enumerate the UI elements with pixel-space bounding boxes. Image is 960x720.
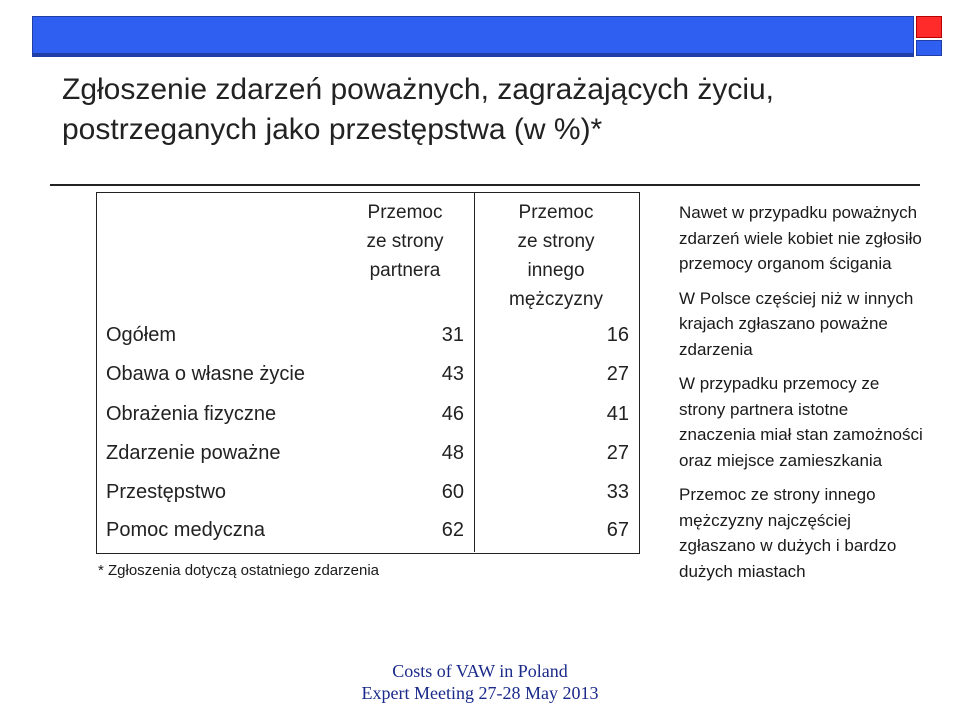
row-label: Przestępstwo [106, 481, 227, 503]
table-row [104, 355, 634, 393]
slide-footer [330, 660, 630, 704]
note-paragraph: W Polsce częściej niż w innych krajach zgłaszano poważne zdarzenia [679, 288, 914, 359]
partner-value: 62 [441, 519, 464, 541]
partner-value: 31 [441, 324, 464, 346]
table-row [104, 316, 634, 354]
title-divider [50, 184, 920, 186]
other-man-value: 16 [606, 324, 629, 346]
corner-blue-square [916, 40, 942, 56]
column-header-line: Przemoc [367, 202, 443, 223]
table-row [104, 511, 634, 549]
footer-line2: Expert Meeting 27-28 May 2013 [361, 683, 599, 703]
row-label: Obrażenia fizyczne [106, 403, 277, 425]
table-row [104, 473, 634, 511]
column-header-line: mężczyzny [509, 289, 603, 310]
other-man-value: 67 [606, 519, 629, 541]
row-label: Ogółem [106, 324, 177, 346]
column-header-line: innego [527, 260, 585, 281]
corner-decoration [916, 16, 942, 56]
corner-red-square [916, 16, 942, 38]
slide-title-line2: postrzeganych jako przestępstwa (w %)* [62, 113, 603, 146]
other-man-value: 33 [606, 481, 629, 503]
footer-line1: Costs of VAW in Poland [392, 661, 568, 681]
table-row [104, 395, 634, 433]
note-paragraph: Nawet w przypadku poważnych zdarzeń wiele kobiet nie zgłosiło przemocy organom ścigania [679, 203, 922, 273]
partner-value: 43 [441, 363, 464, 385]
notes-panel [679, 200, 929, 593]
slide-title-line1: Zgłoszenie zdarzeń poważnych, zagrażających życiu, [62, 73, 775, 106]
other-man-value: 41 [606, 403, 629, 425]
header-bar [32, 16, 914, 57]
slide-title [62, 70, 902, 150]
note-paragraph: W przypadku przemocy ze strony partnera istotne znaczenia miał stan zamożności oraz miejsce zamieszkania [679, 374, 923, 470]
note-paragraph: Przemoc ze strony innego mężczyzny najczęściej zgłaszano w dużych i bardzo dużych miastach [679, 485, 897, 581]
column-header-line: Przemoc [518, 202, 594, 223]
column-header-line: partnera [369, 260, 441, 281]
partner-value: 48 [441, 442, 464, 464]
table-footnote: * Zgłoszenia dotyczą ostatniego zdarzenia [98, 562, 380, 579]
other-man-value: 27 [606, 363, 629, 385]
column-header-line: ze strony [366, 231, 444, 252]
row-label: Obawa o własne życie [106, 363, 305, 385]
partner-value: 60 [441, 481, 464, 503]
partner-value: 46 [441, 403, 464, 425]
other-man-value: 27 [606, 442, 629, 464]
row-label: Zdarzenie poważne [106, 442, 281, 464]
column-header-other-man [480, 198, 632, 314]
column-header-line: ze strony [517, 231, 595, 252]
table-row [104, 434, 634, 472]
row-label: Pomoc medyczna [106, 519, 265, 541]
column-header-partner [340, 198, 470, 285]
